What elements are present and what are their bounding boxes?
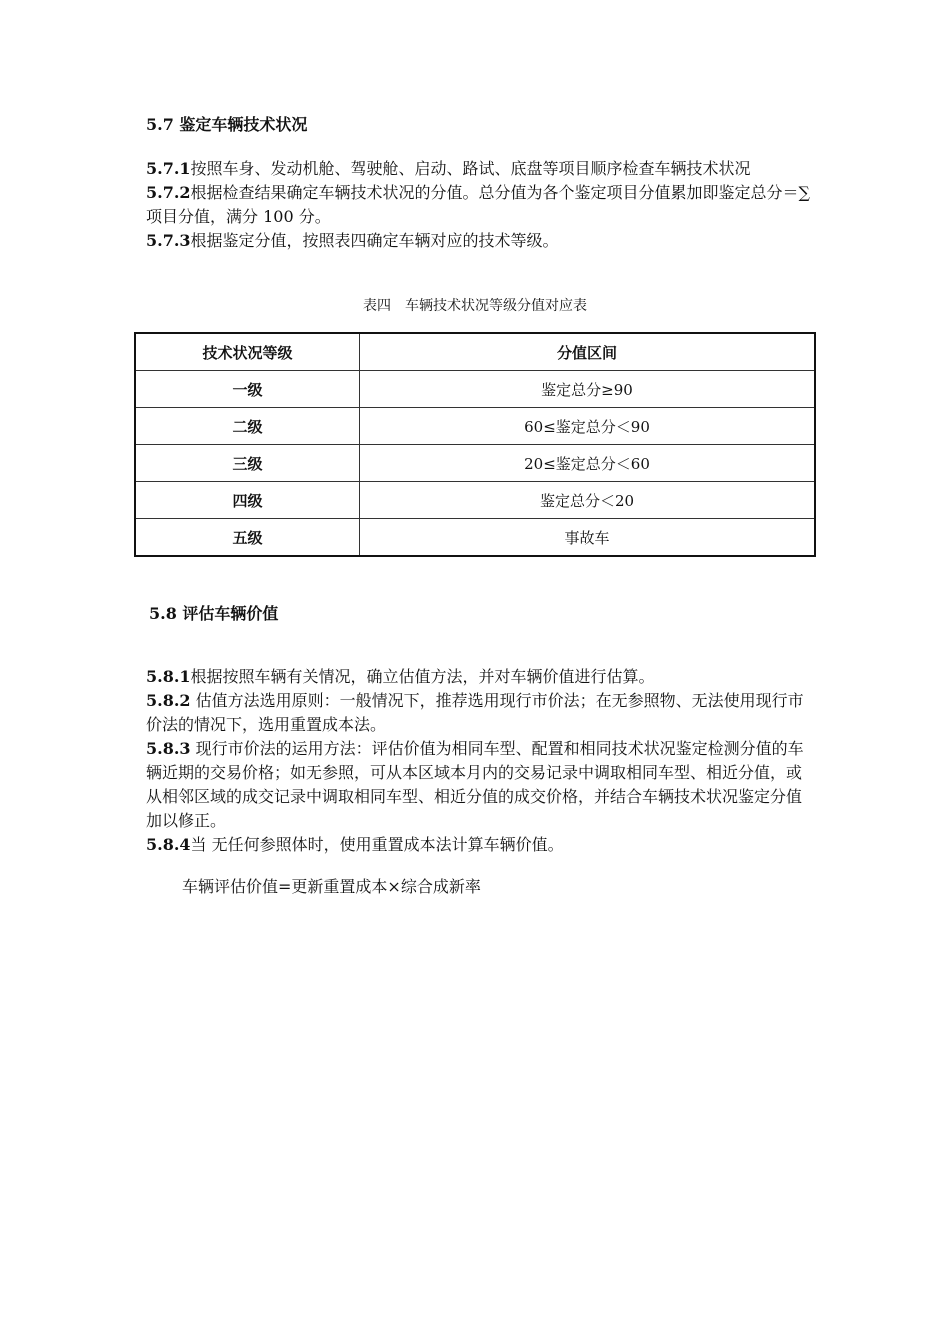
paragraph-5-7-2 bbox=[146, 181, 811, 229]
section-heading-5-7: 5.7 鉴定车辆技术状况 bbox=[146, 115, 308, 134]
grade-cell: 三级 bbox=[135, 445, 360, 482]
paragraph-text: 现行市价法的运用方法：评估价值为相同车型、配置和相同技术状况鉴定检测分值的车辆近期的交易价格；如无参照，可从本区域本月内的交易记录中调取相同车型、相近分值，或从相邻区域的成交记录中调取相同车型、相近分值的成交价格，并结合车辆技术状况鉴定分值加以修正。 bbox=[146, 739, 804, 830]
paragraph-number: 5.7.3 bbox=[146, 231, 191, 250]
section-heading-5-8: 5.8 评估车辆价值 bbox=[149, 604, 279, 623]
paragraph-number: 5.7.1 bbox=[146, 159, 191, 178]
table-caption: 表四 车辆技术状况等级分值对应表 bbox=[363, 298, 587, 314]
grade-cell: 一级 bbox=[135, 371, 360, 408]
table-row bbox=[135, 371, 815, 408]
paragraph-number: 5.7.2 bbox=[146, 183, 191, 202]
valuation-formula: 车辆评估价值=更新重置成本×综合成新率 bbox=[182, 877, 481, 896]
paragraph-text: 估值方法选用原则：一般情况下，推荐选用现行市价法；在无参照物、无法使用现行市价法的情况下，选用重置成本法。 bbox=[146, 691, 804, 734]
paragraph-5-8-3 bbox=[146, 737, 811, 833]
table-row bbox=[135, 408, 815, 445]
table-header-row bbox=[135, 333, 815, 371]
paragraph-text: 根据鉴定分值，按照表四确定车辆对应的技术等级。 bbox=[190, 231, 559, 250]
paragraph-5-8-2 bbox=[146, 689, 811, 737]
table-row bbox=[135, 482, 815, 519]
paragraph-text: 根据检查结果确定车辆技术状况的分值。总分值为各个鉴定项目分值累加即鉴定总分＝∑项目分值，满分 100 分。 bbox=[146, 183, 810, 226]
paragraph-5-8-4 bbox=[146, 833, 811, 857]
paragraph-text: 按照车身、发动机舱、驾驶舱、启动、路试、底盘等项目顺序检查车辆技术状况 bbox=[190, 159, 751, 178]
range-cell: 60≤鉴定总分＜90 bbox=[360, 408, 816, 445]
paragraph-number: 5.8.3 bbox=[146, 739, 191, 758]
grade-score-table bbox=[134, 332, 816, 557]
paragraph-number: 5.8.4 bbox=[146, 835, 191, 854]
section-5-8-body bbox=[146, 665, 811, 857]
range-cell: 鉴定总分≥90 bbox=[360, 371, 816, 408]
range-cell: 20≤鉴定总分＜60 bbox=[360, 445, 816, 482]
grade-cell: 四级 bbox=[135, 482, 360, 519]
header-grade: 技术状况等级 bbox=[135, 333, 360, 371]
paragraph-text: 当 无任何参照体时，使用重置成本法计算车辆价值。 bbox=[190, 835, 564, 854]
paragraph-5-7-3 bbox=[146, 229, 811, 253]
paragraph-text: 根据按照车辆有关情况，确立估值方法，并对车辆价值进行估算。 bbox=[190, 667, 655, 686]
paragraph-5-8-1 bbox=[146, 665, 811, 689]
paragraph-5-7-1 bbox=[146, 157, 811, 181]
section-5-7-body bbox=[146, 157, 811, 253]
range-cell: 鉴定总分＜20 bbox=[360, 482, 816, 519]
paragraph-number: 5.8.1 bbox=[146, 667, 191, 686]
grade-cell: 五级 bbox=[135, 519, 360, 557]
paragraph-number: 5.8.2 bbox=[146, 691, 191, 710]
table-row bbox=[135, 445, 815, 482]
table-row bbox=[135, 519, 815, 557]
grade-cell: 二级 bbox=[135, 408, 360, 445]
range-cell: 事故车 bbox=[360, 519, 816, 557]
header-score-range: 分值区间 bbox=[360, 333, 816, 371]
